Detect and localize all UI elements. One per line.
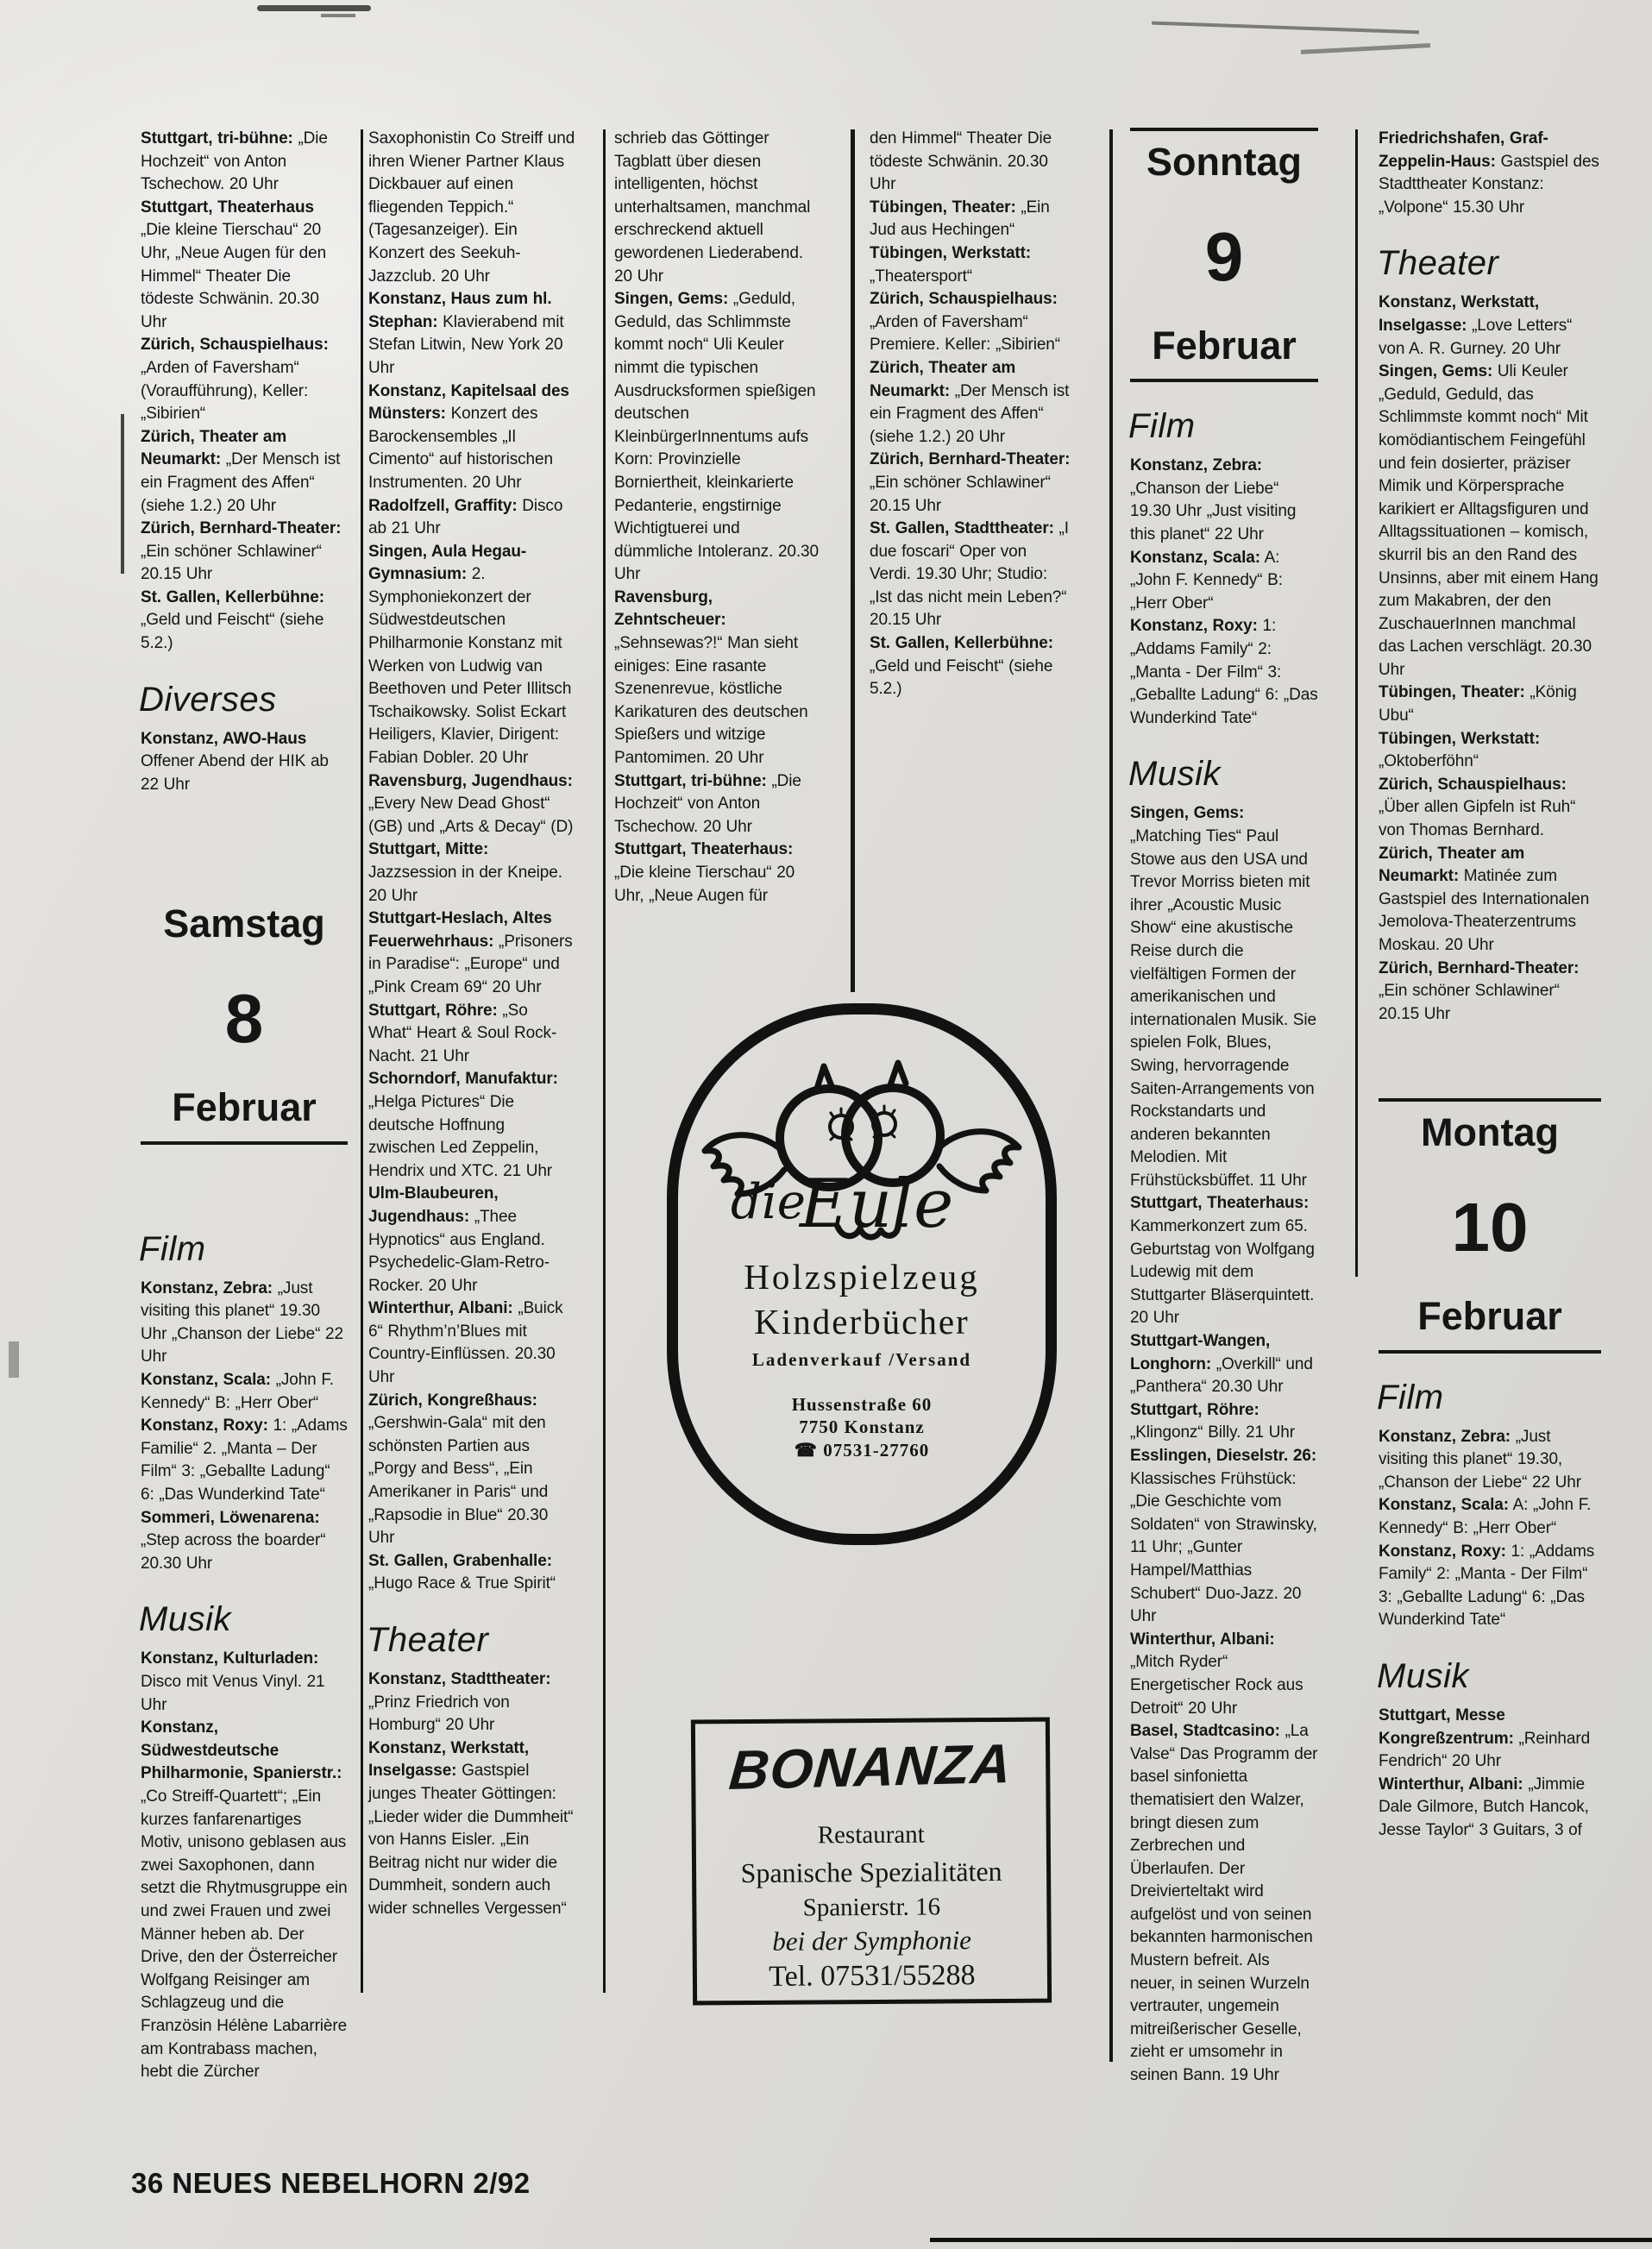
venue-name: Basel, Stadtcasino: [1130,1722,1280,1741]
listing-entry: Zürich, Kongreßhaus: „Gershwin-Gala“ mit den schönsten Partien aus „Porgy and Bess“, „Ein Amerikaner in Paris“ und „Rapsodie in Blue“ 20.30 Uhr [368,1391,549,1548]
venue-name: Tübingen, Werkstatt: [870,243,1032,262]
listing-entry: Stuttgart, Theaterhaus: Kammerkonzert zum 65. Geburtstag von Wolfgang Ludewig mit dem Stuttgarter Bläserquintett. 20 Uhr [1130,1194,1315,1328]
listing-entry: Stuttgart, Röhre: „Klingonz“ Billy. 21 Uhr [1130,1400,1295,1442]
listing-column-4 [870,128,1071,701]
die-eule-ad [667,1003,1057,1545]
venue-name: Winterthur, Albani: [1130,1630,1275,1649]
venue-name: Stuttgart, Röhre: [1130,1400,1259,1419]
venue-name: Konstanz, Kapitelsaal des Münsters: [368,381,569,424]
listing-entry: Konstanz, Roxy: 1: „Addams Family“ 2: „Manta - Der Film“ 3: „Geballte Ladung“ 6: „Das Wunderkind Tate“ [1130,617,1318,727]
listing-entry: Stuttgart, Röhre: „So What“ Heart & Soul Rock-Nacht. 21 Uhr [368,1001,557,1065]
scan-artifact [9,1341,19,1378]
listing-entry: Radolfzell, Graffity: Disco ab 21 Uhr [368,496,563,538]
venue-name: Zürich, Schauspielhaus: [141,336,329,355]
venue-name: Konstanz, Roxy: [1130,617,1258,636]
venue-name: Zürich, Theater am Neumarkt: [1379,844,1525,886]
venue-name: Konstanz, Werkstatt, Inselgasse: [1379,293,1540,335]
listing-entry: Konstanz, Kulturladen: Disco mit Venus Vinyl. 21 Uhr [141,1649,325,1714]
day-number: 9 [1204,217,1244,295]
venue-name: Stuttgart, Theaterhaus [141,198,314,217]
venue-name: Stuttgart, Theaterhaus: [1130,1194,1310,1213]
column-divider [361,129,363,1993]
section-heading: Theater [1377,244,1499,283]
listing-entry: Ravensburg, Zehntscheuer: „Sehnsewas?!“ Man sieht einiges: Eine rasante Szenenrevue, köstliche Karikaturen des deutschen Spießers und witzige Pantomimen. 20 Uhr [614,587,808,768]
venue-name: Ulm-Blaubeuren, Jugendhaus: [368,1184,499,1226]
listing-entry: Singen, Gems: „Geduld, Geduld, das Schlimmste kommt noch“ Uli Keuler nimmt die typischen Ausdrucksformen spießigen deutschen KleinbürgerInnentums aufs Korn: Provinzielle Borniertheit, kleinkarierte Pedanterie, engstirnige Wichtigtuerei und dümmliche Intoleranz. 20.30 Uhr [614,290,819,584]
venue-name: Zürich, Theater am Neumarkt: [870,358,1016,400]
venue-name: Stuttgart, Messe Kongreßzentrum: [1379,1706,1514,1748]
day-header-rule [1379,1350,1601,1354]
venue-name: Zürich, Schauspielhaus: [1379,775,1567,794]
listing-entry: Friedrichshafen, Graf-Zeppelin-Haus: Gastspiel des Stadttheater Konstanz: „Volpone“ 15.30 Uhr [1379,129,1599,217]
venue-name: Zürich, Bernhard-Theater: [870,450,1071,469]
listing-entry: Stuttgart, Theaterhaus: „Die kleine Tierschau“ 20 Uhr, „Neue Augen für [614,840,795,905]
listing-entry: Sommeri, Löwenarena: „Step across the boarder“ 20.30 Uhr [141,1508,326,1573]
venue-name: Radolfzell, Graffity: [368,496,518,515]
bonanza-specialties: Spanische Spezialitäten [740,1855,1002,1889]
venue-name: St. Gallen, Kellerbühne: [141,587,324,606]
listing-entry: Zürich, Theater am Neumarkt: Matinée zum Gastspiel des Internationalen Jemolova-Theaterzentrums Moskau. 20 Uhr [1379,844,1590,954]
owl-logo-icon [681,1039,1043,1254]
venue-name: Singen, Aula Hegau-Gymnasium: [368,542,527,584]
listing-entry: Zürich, Schauspielhaus: „Arden of Faversham“ (Voraufführung), Keller: „Sibirien“ [141,336,329,424]
listing-entry: schrieb das Göttinger Tagblatt über diesen intelligenten, höchst unterhaltsamen, manchmal erschreckend aktuell gewordenen Liederabend. 20 Uhr [614,129,811,286]
listing-entry: Ravensburg, Jugendhaus: „Every New Dead Ghost“ (GB) und „Arts & Decay“ (D) [368,771,574,836]
venue-name: Singen, Gems: [1379,362,1493,381]
listing-entry: Tübingen, Werkstatt: „Theatersport“ [870,243,1032,286]
scan-artifact [121,414,124,574]
venue-name: Konstanz, Zebra: [1379,1427,1511,1446]
venue-name: Stuttgart-Heslach, Altes Feuerwehrhaus: [368,909,552,951]
listing-entry: Konstanz, Haus zum hl. Stephan: Klavierabend mit Stefan Litwin, New York 20 Uhr [368,290,564,377]
scan-artifact [321,14,355,17]
listing-entry: Singen, Gems: „Matching Ties“ Paul Stowe aus den USA und Trevor Morriss bieten mit ihrer „Acoustic Music Show“ eine akustische Reise durch die vielfältigen Formen der amerikanischen und internationalen Musik. Sie spielen Folk, Blues, Swing, hervorragende Saiten-Arrangements von Rockstandarts und anderen bekannten Melodien. Mit Frühstücksbüffet. 11 Uhr [1130,804,1316,1190]
column-divider [1355,129,1358,1277]
listing-entry: Singen, Aula Hegau-Gymnasium: 2. Symphoniekonzert der Südwestdeutschen Philharmonie Konstanz mit Werken von Ludwig van Beethoven und Peter Illitsch Tschaikowsky. Solist Eckart Heiligers, Klavier, Dirigent: Fabian Dobler. 20 Uhr [368,542,572,768]
listing-entry: Konstanz, Werkstatt, Inselgasse: Gastspiel junges Theater Göttingen: „Lieder wider die Dummheit“ von Hanns Eisler. „Ein Beitrag nicht nur wider die Dummheit, sondern auch wider schnelles Vergessen“ [368,1738,574,1918]
eule-street: Hussenstraße 60 [791,1394,933,1415]
day-header-rule [1379,1098,1601,1102]
section-heading: Film [139,1229,206,1268]
venue-name: Konstanz, Scala: [141,1371,271,1390]
venue-name: Zürich, Bernhard-Theater: [1379,958,1580,977]
listing-entry: Konstanz, Zebra: „Chanson der Liebe“ 19.30 Uhr „Just visiting this planet“ 22 Uhr [1130,456,1297,544]
listing-entry: Konstanz, Zebra: „Just visiting this planet“ 19.30, „Chanson der Liebe“ 22 Uhr [1379,1427,1581,1492]
venue-name: Konstanz, Südwestdeutsche Philharmonie, Spanierstr.: [141,1718,342,1783]
bonanza-ad [691,1718,1052,2006]
venue-name: Stuttgart, Mitte: [368,840,489,859]
listing-entry: Zürich, Bernhard-Theater: „Ein schöner Schlawiner“ 20.15 Uhr [870,450,1071,515]
venue-name: Ravensburg, Zehntscheuer: [614,587,726,630]
listing-entry: Stuttgart, Theaterhaus „Die kleine Tierschau“ 20 Uhr, „Neue Augen für den Himmel“ Theater Die tödeste Schwänin. 20.30 Uhr [141,198,327,331]
eule-product-line-1: Holzspielzeug [744,1257,980,1297]
bonanza-street: Spanierstr. 16 [802,1893,941,1922]
scan-artifact [1152,22,1419,35]
listing-entry: Zürich, Theater am Neumarkt: „Der Mensch ist ein Fragment des Affen“ (siehe 1.2.) 20 Uhr [141,427,341,515]
eule-address [678,1393,1046,1461]
venue-name: Tübingen, Theater: [1379,683,1525,702]
listing-entry: Winterthur, Albani: „Mitch Ryder“ Energetischer Rock aus Detroit“ 20 Uhr [1130,1630,1303,1718]
bonanza-logo: BONANZA [726,1731,1014,1802]
eule-phone: ☎ 07531-27760 [794,1439,930,1461]
venue-name: St. Gallen, Grabenhalle: [368,1551,552,1570]
listing-entry: Stuttgart, Messe Kongreßzentrum: „Reinhard Fendrich“ 20 Uhr [1379,1706,1591,1771]
day-header [1130,128,1318,382]
venue-name: Konstanz, Roxy: [1379,1542,1506,1561]
scan-artifact [1301,43,1430,54]
page-footer: 36 NEUES NEBELHORN 2/92 [131,2167,531,2199]
venue-name: Ravensburg, Jugendhaus: [368,771,573,790]
listing-column-3 [614,128,821,908]
venue-name: Konstanz, Werkstatt, Inselgasse: [368,1738,530,1781]
section-heading: Film [1128,407,1196,446]
bonanza-location-note: bei der Symphonie [772,1925,972,1957]
bonanza-phone: Tel. 07531/55288 [769,1959,976,1993]
svg-text:die: die [731,1174,806,1230]
day-header [1379,1098,1601,1353]
listing-entry: Stuttgart-Heslach, Altes Feuerwehrhaus: „Prisoners in Paradise“: „Europe“ und „Pink Cream 69“ 20 Uhr [368,909,573,996]
venue-name: Singen, Gems: [1130,804,1245,823]
listing-entry: Ulm-Blaubeuren, Jugendhaus: „Thee Hypnotics“ aus England. Psychedelic-Glam-Retro-Rocker. 20 Uhr [368,1184,550,1295]
section-heading: Diverses [139,680,277,719]
eule-city: 7750 Konstanz [799,1417,925,1438]
listing-entry: Esslingen, Dieselstr. 26: Klassisches Frühstück: „Die Geschichte vom Soldaten“ von Strawinsky, 11 Uhr; „Gunter Hampel/Matthias Schubert“ Duo-Jazz. 20 Uhr [1130,1447,1317,1626]
venue-name: Zürich, Kongreßhaus: [368,1391,537,1410]
listing-column-5 [1130,128,1318,2088]
venue-name: Stuttgart, tri-bühne: [141,129,293,148]
listing-entry: Konstanz, Kapitelsaal des Münsters: Konzert des Barockensembles „Il Cimento“ auf historischen Instrumenten. 20 Uhr [368,381,569,492]
venue-name: Stuttgart, Theaterhaus: [614,840,794,859]
venue-name: Zürich, Schauspielhaus: [870,290,1058,309]
venue-name: Konstanz, Haus zum hl. Stephan: [368,290,552,331]
day-number: 8 [224,980,264,1058]
listing-entry: Konstanz, Scala: „John F. Kennedy“ B: „Herr Ober“ [141,1371,334,1412]
scan-artifact [257,5,371,11]
listing-entry: St. Gallen, Kellerbühne: „Geld und Feischt“ (siehe 5.2.) [870,634,1053,699]
listing-entry: Zürich, Bernhard-Theater: „Ein schöner Schlawiner“ 20.15 Uhr [141,519,342,584]
section-heading: Film [1377,1378,1444,1417]
listing-entry: Konstanz, Roxy: 1: „Addams Family“ 2: „Manta - Der Film“ 3: „Geballte Ladung“ 6: „Das Wunderkind Tate“ [1379,1542,1595,1630]
page-edge-line [930,2238,1652,2242]
venue-name: Konstanz, Zebra: [141,1278,273,1297]
day-name: Sonntag [1146,140,1302,184]
listing-entry: Tübingen, Theater: „Ein Jud aus Hechingen“ [870,198,1050,240]
venue-name: Friedrichshafen, Graf-Zeppelin-Haus: [1379,129,1548,171]
venue-name: Winterthur, Albani: [368,1299,513,1318]
venue-name: Schorndorf, Manufaktur: [368,1070,558,1089]
venue-name: Stuttgart-Wangen, Longhorn: [1130,1332,1271,1373]
venue-name: Winterthur, Albani: [1379,1775,1523,1794]
column-divider [851,129,855,992]
eule-sales-line: Ladenverkauf /Versand [751,1349,972,1370]
listing-entry: Schorndorf, Manufaktur: „Helga Pictures“ Die deutsche Hoffnung zwischen Led Zeppelin, Hendrix und XTC. 21 Uhr [368,1070,558,1180]
listing-entry: Zürich, Schauspielhaus: „Arden of Faversham“ Premiere. Keller: „Sibirien“ [870,290,1060,355]
day-header-rule [1130,128,1318,131]
listing-entry: Basel, Stadtcasino: „La Valse“ Das Programm der basel sinfonietta thematisiert den Walzer, bringt diesen zum Zerbrechen und Überlaufen. Der Dreivierteltakt wird aufgelöst und von seinen bekannten harmonischen Mustern befreit. Als neuer, in seinen Wurzeln vertrauter, ungemein mitreißerischer Geselle, zieht er umsomehr in seinen Bann. 19 Uhr [1130,1722,1318,2085]
listing-entry: Konstanz, Scala: A: „John F. Kennedy“ B: „Herr Ober“ [1130,548,1283,613]
column-divider [603,129,606,1993]
listing-entry: den Himmel“ Theater Die tödeste Schwänin. 20.30 Uhr [870,129,1052,194]
venue-name: Singen, Gems: [614,290,729,309]
venue-name: Konstanz, Stadttheater: [368,1670,551,1688]
svg-text:Eule: Eule [800,1165,954,1243]
day-month: Februar [1152,323,1297,368]
venue-name: Zürich, Theater am Neumarkt: [141,427,287,469]
listing-entry: Konstanz, Werkstatt, Inselgasse: „Love Letters“ von A. R. Gurney. 20 Uhr [1379,293,1573,358]
day-month: Februar [172,1085,317,1130]
venue-name: Tübingen, Theater: [870,198,1016,217]
section-heading: Musik [1128,755,1221,794]
listing-column-1 [141,128,348,2084]
venue-name: Stuttgart, tri-bühne: [614,771,767,790]
day-header-rule [141,1141,348,1145]
listing-entry: Singen, Gems: Uli Keuler „Geduld, Geduld, das Schlimmste kommt noch“ Mit komödiantischem Feingefühl und fein dosierter, präziser Mimik und Körpersprache karikiert er Alltagsfiguren und Alltagssituationen – komisch, skurril bis an den Rand des Unsinns, aber mit einem Hang zum Makabren, der den ZuschauerInnen manchmal das Lachen verschlägt. 20.30 Uhr [1379,362,1599,679]
venue-name: Zürich, Bernhard-Theater: [141,519,342,538]
listing-entry: Saxophonistin Co Streiff und ihren Wiener Partner Klaus Dickbauer auf einen fliegenden Teppich.“ (Tagesanzeiger). Ein Konzert des Seekuh-Jazzclub. 20 Uhr [368,129,575,286]
day-name: Samstag [163,901,325,946]
venue-name: Konstanz, Kulturladen: [141,1649,319,1668]
day-month: Februar [1417,1294,1562,1339]
listing-entry: Konstanz, AWO-Haus Offener Abend der HIK ab 22 Uhr [141,729,329,794]
bonanza-restaurant-label: Restaurant [817,1820,925,1850]
venue-name: Stuttgart, Röhre: [368,1001,498,1020]
listing-entry: Stuttgart, Mitte: Jazzsession in der Kneipe. 20 Uhr [368,840,562,905]
venue-name: Tübingen, Werkstatt: [1379,729,1541,748]
listing-entry: Zürich, Bernhard-Theater: „Ein schöner Schlawiner“ 20.15 Uhr [1379,958,1580,1023]
listing-entry: Konstanz, Stadttheater: „Prinz Friedrich von Homburg“ 20 Uhr [368,1670,551,1735]
venue-name: Konstanz, Scala: [1130,548,1260,567]
listing-entry: St. Gallen, Stadttheater: „I due foscari“ Oper von Verdi. 19.30 Uhr; Studio: „Ist das nicht mein Leben?“ 20.15 Uhr [870,519,1069,630]
listing-column-6 [1379,128,1601,1843]
listing-column-2 [368,128,575,1921]
listing-entry: Stuttgart, tri-bühne: „Die Hochzeit“ von Anton Tschechow. 20 Uhr [141,129,328,194]
section-heading: Musik [1377,1656,1469,1695]
listing-entry: Konstanz, Südwestdeutsche Philharmonie, Spanierstr.: „Co Streiff-Quartett“; „Ein kurzes fanfarenartiges Motiv, unisono geblasen aus zwei Saxophonen, dann setzt die Rhytmusgruppe ein und zwei Frauen und zwei Männer heben ab. Der Drive, den der Österreicher Wolfgang Reisinger am Schlagzeug und die Französin Hélène Labarrière am Kontrabass machen, hebt die Zürcher [141,1718,348,2082]
venue-name: St. Gallen, Stadttheater: [870,519,1054,538]
column-divider [1109,129,1113,2062]
day-header-rule [1130,379,1318,382]
listing-entry: Winterthur, Albani: „Buick 6“ Rhythm’n’Blues mit Country-Einflüssen. 20.30 Uhr [368,1299,563,1387]
day-name: Montag [1421,1110,1559,1155]
listing-entry: Winterthur, Albani: „Jimmie Dale Gilmore, Butch Hancok, Jesse Taylor“ 3 Guitars, 3 of [1379,1775,1589,1839]
venue-name: Konstanz, AWO-Haus [141,729,307,748]
listing-entry: Tübingen, Werkstatt: „Oktoberföhn“ [1379,729,1541,771]
listing-entry: Zürich, Theater am Neumarkt: „Der Mensch ist ein Fragment des Affen“ (siehe 1.2.) 20 Uhr [870,358,1070,446]
listing-entry: Tübingen, Theater: „König Ubu“ [1379,683,1577,726]
venue-name: St. Gallen, Kellerbühne: [870,634,1053,653]
listing-entry: Konstanz, Scala: A: „John F. Kennedy“ B: „Herr Ober“ [1379,1496,1592,1537]
venue-name: Sommeri, Löwenarena: [141,1508,320,1527]
venue-name: Konstanz, Zebra: [1130,456,1263,475]
listing-entry: Zürich, Schauspielhaus: „Über allen Gipfeln ist Ruh“ von Thomas Bernhard. [1379,775,1576,840]
listing-entry: Stuttgart-Wangen, Longhorn: „Overkill“ und „Panthera“ 20.30 Uhr [1130,1332,1313,1397]
listing-entry: Konstanz, Zebra: „Just visiting this planet“ 19.30 Uhr „Chanson der Liebe“ 22 Uhr [141,1278,343,1366]
listing-entry: Konstanz, Roxy: 1: „Adams Familie“ 2. „Manta – Der Film“ 3: „Geballte Ladung“ 6: „Das Wunderkind Tate“ [141,1417,348,1505]
section-heading: Musik [139,1600,231,1639]
listing-entry: Stuttgart, tri-bühne: „Die Hochzeit“ von Anton Tschechow. 20 Uhr [614,771,801,836]
day-header [141,898,348,1144]
venue-name: Konstanz, Roxy: [141,1417,268,1435]
listing-entry: St. Gallen, Grabenhalle: „Hugo Race & True Spirit“ [368,1551,556,1593]
venue-name: Esslingen, Dieselstr. 26: [1130,1447,1317,1465]
section-heading: Theater [367,1621,489,1659]
listing-entry: St. Gallen, Kellerbühne: „Geld und Feischt“ (siehe 5.2.) [141,587,324,653]
eule-product-line-2: Kinderbücher [754,1302,970,1341]
venue-name: Konstanz, Scala: [1379,1496,1509,1515]
day-number: 10 [1451,1189,1529,1266]
